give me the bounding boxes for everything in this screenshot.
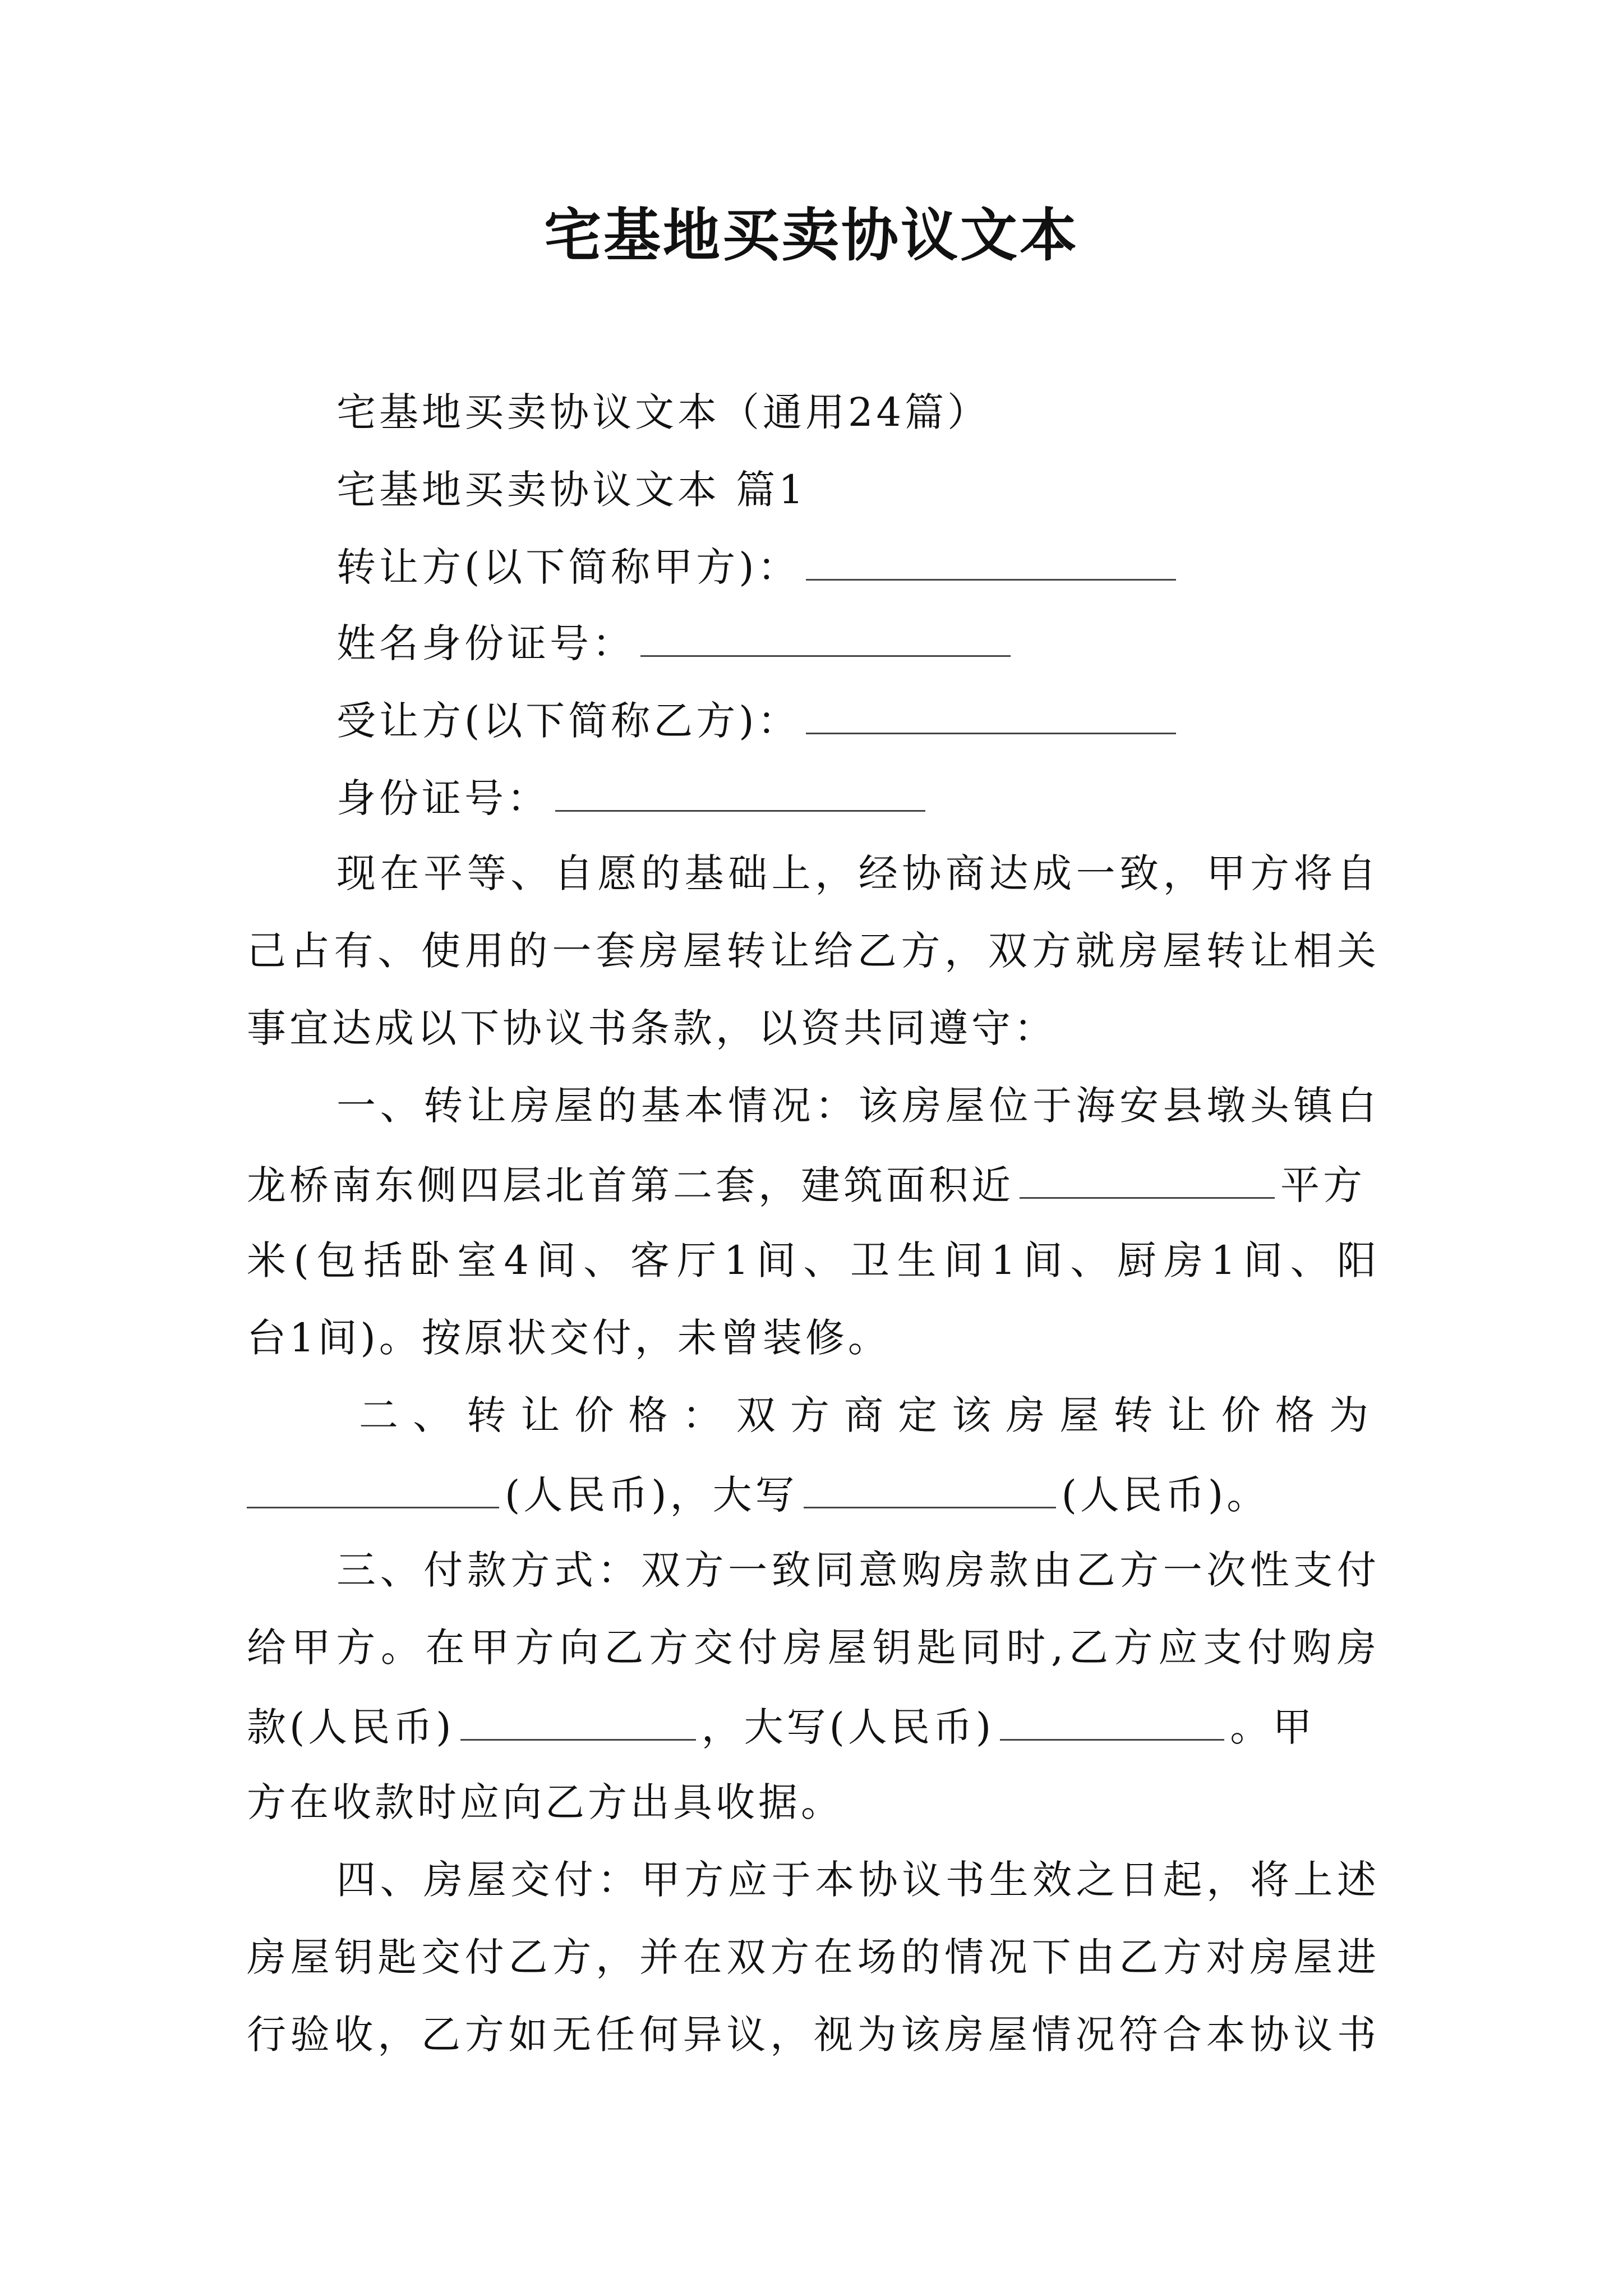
id-a-blank	[640, 616, 1011, 657]
payment-words-blank	[1000, 1700, 1224, 1741]
party-b-line	[336, 693, 1469, 746]
section-heading: 宅基地买卖协议文本 篇1	[336, 467, 807, 513]
price-words-currency: (人民币)。	[1061, 1472, 1270, 1518]
id-b-line	[336, 771, 1469, 823]
id-b-label: 身份证号：	[336, 775, 550, 821]
clause-4-line-2: 房屋钥匙交付乙方，并在双方在场的情况下由乙方对房屋进	[247, 1934, 1380, 1980]
payment-amount-label: 款(人民币)	[247, 1704, 455, 1750]
document-title: 宅基地买卖协议文本	[544, 202, 1079, 269]
clause-2-line-2	[247, 1467, 1380, 1520]
price-currency-text: (人民币)，大写	[505, 1472, 798, 1518]
clause-1-line-2	[247, 1158, 1380, 1211]
party-a-line	[336, 540, 1469, 592]
party-a-blank	[806, 540, 1176, 581]
payment-words-label: ，大写(人民币)	[701, 1704, 995, 1750]
id-a-label: 姓名身份证号：	[336, 620, 635, 666]
id-b-blank	[555, 771, 925, 812]
clause-3-line-2: 给甲方。在甲方向乙方交付房屋钥匙同时,乙方应支付购房	[247, 1625, 1380, 1671]
price-blank	[247, 1467, 499, 1508]
clause-1-line-1: 一、转让房屋的基本情况：该房屋位于海安县墩头镇白	[336, 1083, 1380, 1129]
clause-1-line-4: 台1间)。按原状交付，未曾装修。	[247, 1315, 891, 1361]
payment-amount-blank	[460, 1700, 696, 1741]
clause-3-line-4: 方在收款时应向乙方出具收据。	[247, 1779, 843, 1825]
party-b-label: 受让方(以下简称乙方)：	[336, 698, 800, 744]
clause-4-line-3: 行验收，乙方如无任何异议，视为该房屋情况符合本协议书	[247, 2012, 1380, 2058]
id-a-line	[336, 616, 1469, 669]
intro-line-3: 事宜达成以下协议书条款，以资共同遵守：	[247, 1005, 1057, 1051]
clause-3-line-3	[247, 1700, 1380, 1752]
subtitle: 宅基地买卖协议文本（通用24篇）	[336, 389, 990, 435]
party-b-blank	[806, 693, 1176, 734]
payment-tail: 。甲	[1230, 1704, 1316, 1750]
clause-1-line-3: 米(包括卧室4间、客厅1间、卫生间1间、厨房1间、阳	[247, 1237, 1380, 1283]
clause-3-line-1: 三、付款方式：双方一致同意购房款由乙方一次性支付	[336, 1547, 1380, 1593]
area-blank	[1020, 1158, 1275, 1199]
intro-line-1: 现在平等、自愿的基础上，经协商达成一致，甲方将自	[336, 850, 1380, 896]
clause-4-line-1: 四、房屋交付：甲方应于本协议书生效之日起，将上述	[336, 1857, 1380, 1903]
intro-line-2: 己占有、使用的一套房屋转让给乙方，双方就房屋转让相关	[247, 928, 1380, 974]
price-words-blank	[804, 1467, 1056, 1508]
party-a-label: 转让方(以下简称甲方)：	[336, 544, 800, 590]
clause-1-area-unit: 平方	[1280, 1162, 1366, 1208]
clause-2-line-1: 二、转让价格：双方商定该房屋转让价格为	[359, 1392, 1380, 1438]
clause-1-area-text: 龙桥南东侧四层北首第二套，建筑面积近	[247, 1162, 1014, 1208]
